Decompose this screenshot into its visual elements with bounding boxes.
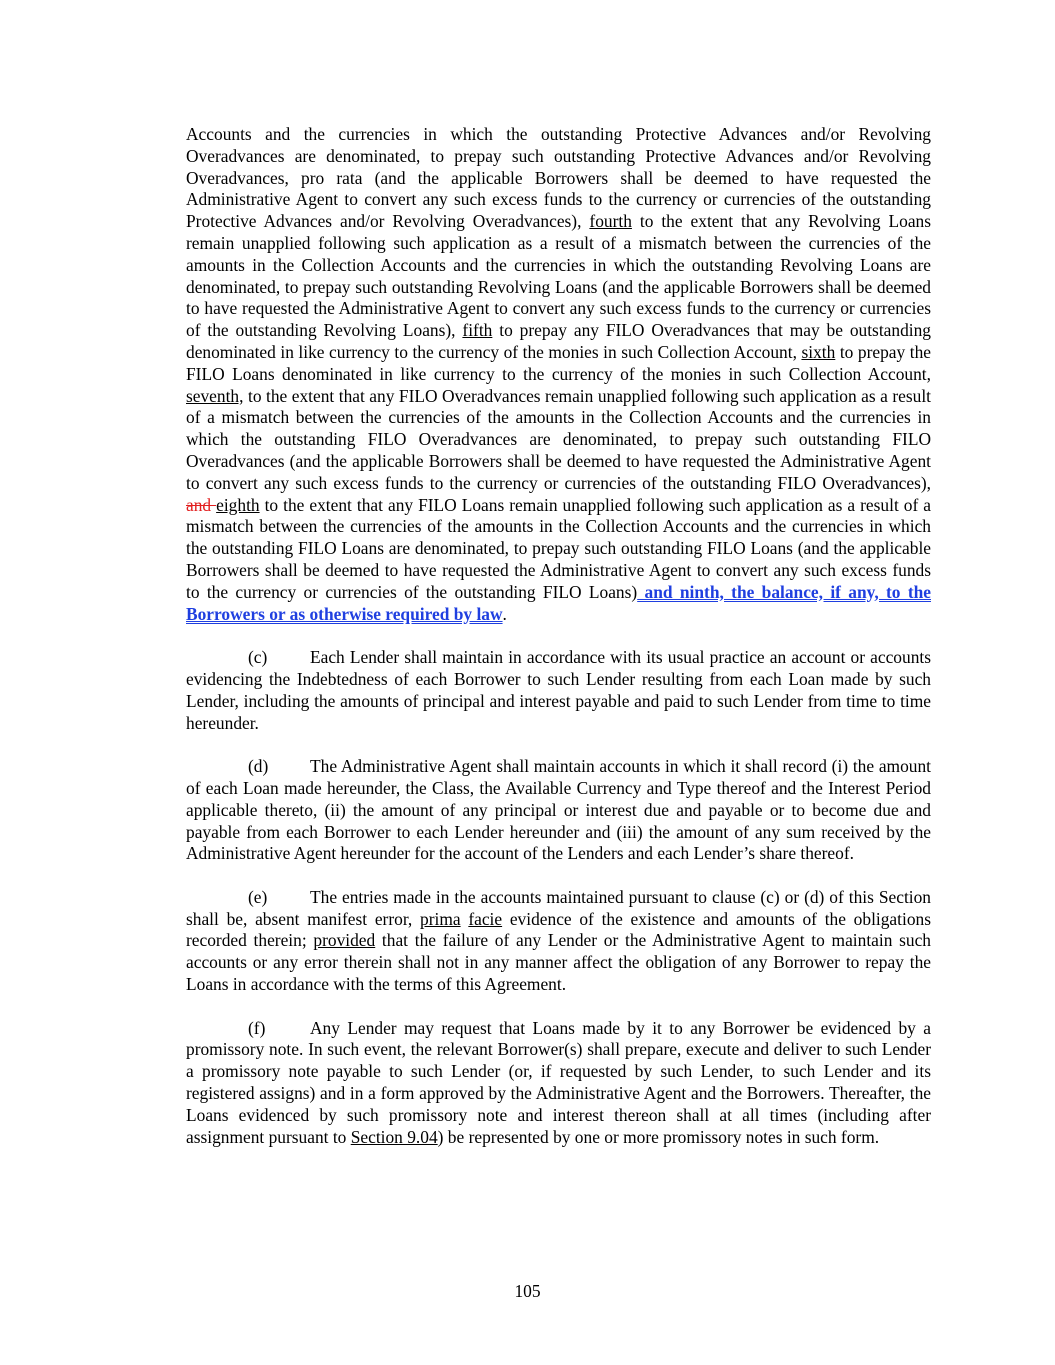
term-provided: provided — [313, 930, 376, 951]
inserted-text: and ninth, the balance, if any, to the Borrowers or as otherwise required by law — [186, 581, 931, 624]
paragraph-text: to prepay the FILO Loans denominated in like currency to the currency of the monies in such Collection Account, — [186, 341, 931, 384]
term-facie: facie — [468, 908, 503, 929]
clause-label: (f) — [248, 1017, 266, 1038]
page-number: 105 — [514, 1281, 541, 1301]
clause-label: (d) — [248, 756, 269, 777]
paragraph-text: Accounts and the currencies in which the outstanding Protective Advances and/or Revolving Overadvances are denominated, to prepay such outstanding Protective Advances and/or Revolving Overadvances, pro rata (and the applicable Borrowers shall be deemed to have requested the Administrative Agent to convert any such excess funds to the currency or currencies of the outstanding Protective Advances and/or Revolving Overadvances), — [186, 124, 931, 232]
paragraph-text: The Administrative Agent shall maintain accounts in which it shall record (i) the amount of each Loan made hereunder, the Class, the Available Currency and Type thereof and the Interest Period applicable thereto, (ii) the amount of any principal or interest due and payable or to become due and payable from each Borrower to each Lender hereunder and (iii) the amount of any sum received by the Administrative Agent hereunder for the account of the Lenders and each Lender’s share thereof. — [186, 756, 931, 864]
clause-label: (c) — [248, 647, 268, 668]
paragraph-text: ) be represented by one or more promissory notes in such form. — [437, 1126, 880, 1147]
paragraph-text: . — [502, 603, 507, 624]
paragraph-c — [186, 647, 931, 734]
paragraph-e — [186, 887, 931, 996]
paragraph-text: to the extent that any FILO Loans remain unapplied following such application as a result of a mismatch between the currencies of the amounts in the Collection Accounts and the currencies in which the outstanding FILO Loans are denominated, to prepay such outstanding FILO Loans (and the applicable Borrowers shall be deemed to have requested the Administrative Agent to convert any such excess funds to the currency or currencies of the outstanding FILO Loans) — [186, 494, 931, 602]
paragraph-text: evidence of the existence and amounts of the obligations recorded therein; — [186, 908, 931, 951]
paragraph-text: Any Lender may request that Loans made by it to any Borrower be evidenced by a promissory note. In such event, the relevant Borrower(s) shall prepare, execute and deliver to such Lender a promissory note payable to such Lender (or, if requested by such Lender, to such Lender and its registered assigns) and in a form approved by the Administrative Agent and the Borrowers. Thereafter, the Loans evidenced by such promissory note and interest thereon shall at all times (including after assignment pursuant to — [186, 1017, 931, 1147]
paragraph-text: to prepay any FILO Overadvances that may be outstanding denominated in like currency to the currency of the monies in such Collection Account, — [186, 320, 931, 362]
ordinal-sixth: sixth — [801, 341, 836, 362]
deleted-text: and — [186, 494, 217, 515]
section-reference: Section 9.04 — [350, 1126, 438, 1147]
paragraph-b-continued — [186, 124, 931, 625]
paragraph-text: Each Lender shall maintain in accordance with its usual practice an account or accounts evidencing the Indebtedness of each Borrower to such Lender resulting from each Loan made by such Lender, including the amounts of principal and interest payable and paid to such Lender from time to time hereunder. — [186, 647, 931, 733]
paragraph-text: that the failure of any Lender or the Administrative Agent to maintain such accounts or any error therein shall not in any manner affect the obligation of any Borrower to repay the Loans in accordance with the terms of this Agreement. — [186, 930, 931, 995]
ordinal-seventh: seventh, — [186, 385, 244, 406]
ordinal-fourth: fourth — [589, 211, 632, 232]
paragraph-f — [186, 1018, 931, 1149]
ordinal-fifth: fifth — [462, 320, 493, 341]
paragraph-text: The entries made in the accounts maintained pursuant to clause (c) or (d) of this Section shall be, absent manifest error, — [186, 886, 931, 929]
document-body — [186, 124, 931, 1170]
ordinal-eighth: eighth — [216, 494, 260, 515]
term-prima: prima — [420, 908, 461, 929]
paragraph-text: to the extent that any Revolving Loans remain unapplied following such application as a result of a mismatch between the currencies of the amounts in the Collection Accounts and the currencies in which the outstanding Revolving Loans are denominated, to prepay such outstanding Revolving Loans (and the applicable Borrowers shall be deemed to have requested the Administrative Agent to convert any such excess funds to the currency or currencies of the outstanding Revolving Loans), — [186, 211, 932, 341]
clause-label: (e) — [248, 886, 268, 907]
paragraph-text: to the extent that any FILO Overadvances remain unapplied following such application as a result of a mismatch between the currencies of the amounts in the Collection Accounts and the currencies in which the outstanding FILO Overadvances are denominated, to prepay such outstanding FILO Overadvances (and the applicable Borrowers shall be deemed to have requested the Administrative Agent to convert any such excess funds to the currency or currencies of the outstanding FILO Overadvances), — [186, 385, 931, 493]
paragraph-d — [186, 756, 931, 865]
